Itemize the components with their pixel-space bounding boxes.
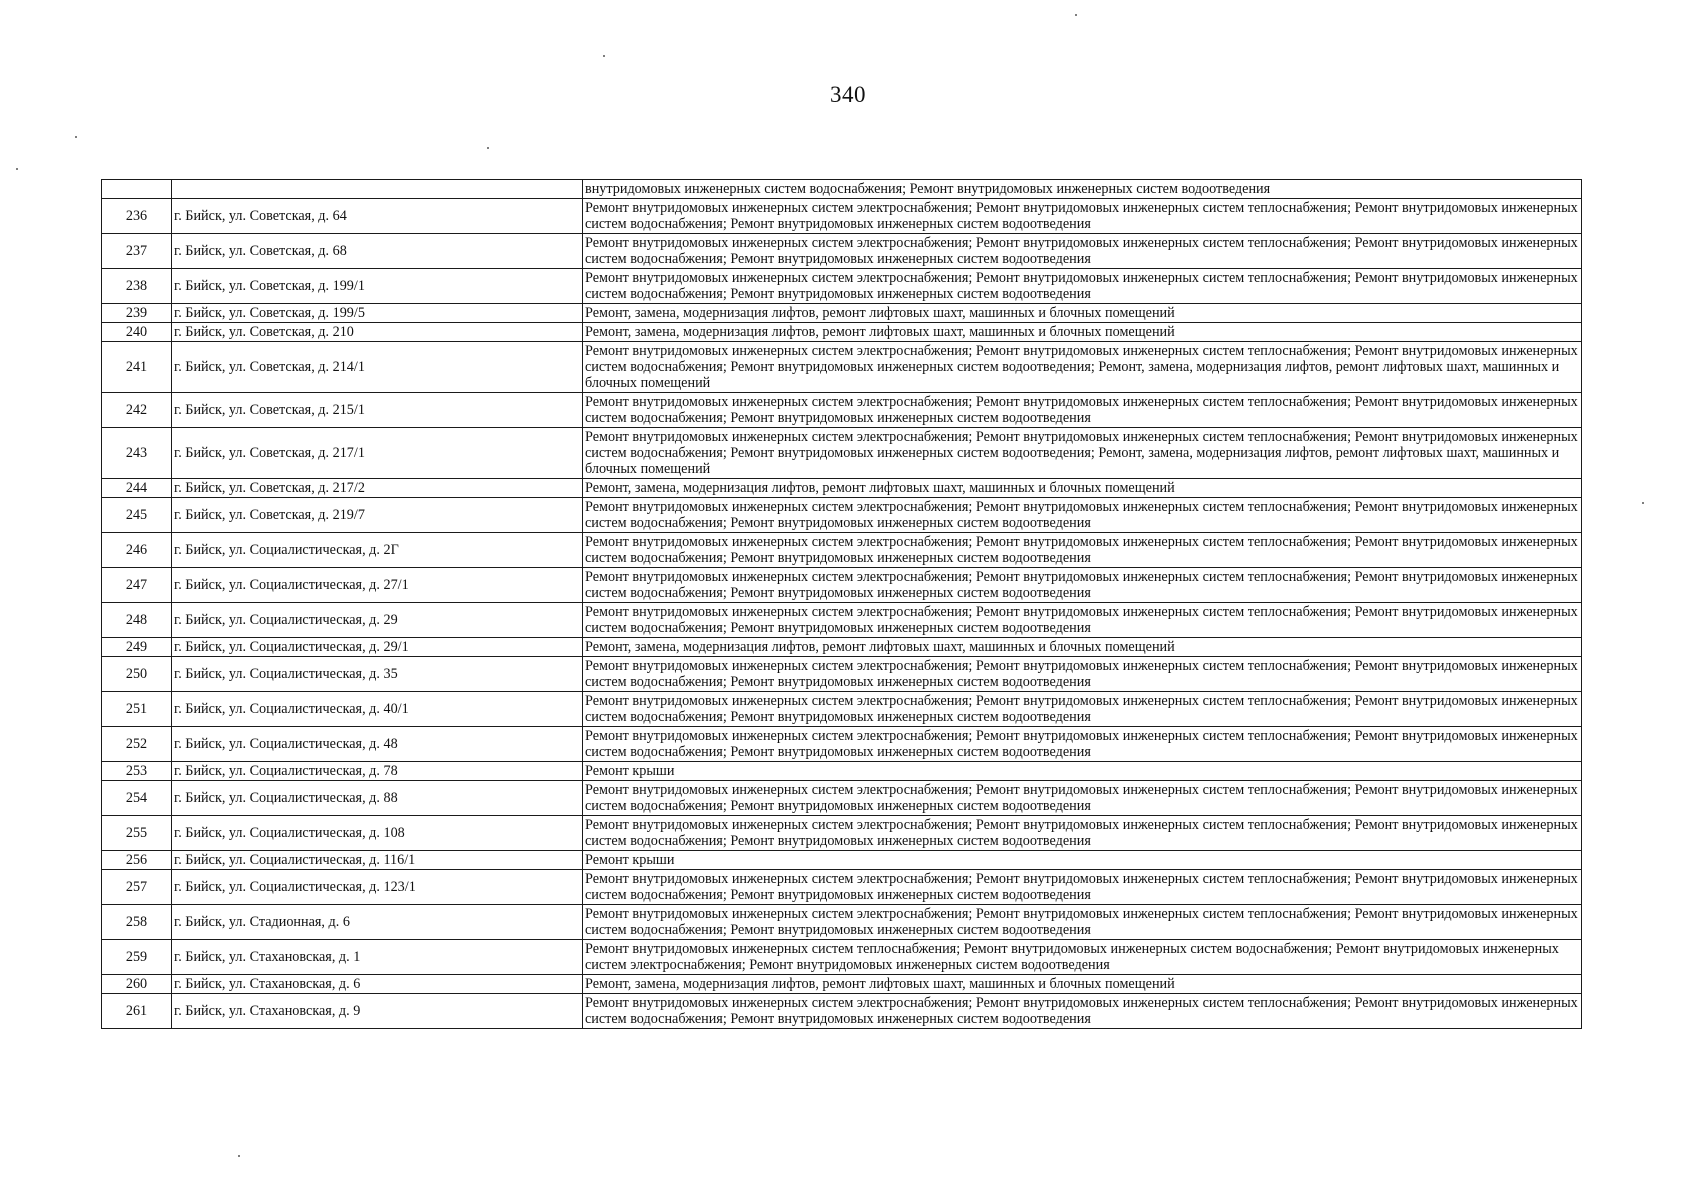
row-number: 261	[102, 994, 172, 1029]
row-works: Ремонт внутридомовых инженерных систем электроснабжения; Ремонт внутридомовых инженерных систем теплоснабжения; Ремонт внутридомовых инженерных систем водоснабжения; Ремонт внутридомовых инженерных систем водоотведения	[583, 870, 1582, 905]
row-address: г. Бийск, ул. Советская, д. 219/7	[172, 498, 583, 533]
table-row	[102, 851, 1582, 870]
row-works: Ремонт, замена, модернизация лифтов, ремонт лифтовых шахт, машинных и блочных помещений	[583, 304, 1582, 323]
row-address: г. Бийск, ул. Советская, д. 199/5	[172, 304, 583, 323]
row-address: г. Бийск, ул. Социалистическая, д. 78	[172, 762, 583, 781]
table-row	[102, 905, 1582, 940]
table-row	[102, 479, 1582, 498]
row-address: г. Бийск, ул. Советская, д. 217/1	[172, 428, 583, 479]
row-address: г. Бийск, ул. Социалистическая, д. 2Г	[172, 533, 583, 568]
row-address: г. Бийск, ул. Социалистическая, д. 88	[172, 781, 583, 816]
row-number: 239	[102, 304, 172, 323]
row-works: Ремонт крыши	[583, 851, 1582, 870]
row-address: г. Бийск, ул. Советская, д. 217/2	[172, 479, 583, 498]
page-number: 340	[830, 82, 866, 107]
row-number: 249	[102, 638, 172, 657]
table-row	[102, 234, 1582, 269]
row-address: г. Бийск, ул. Советская, д. 68	[172, 234, 583, 269]
table-row	[102, 180, 1582, 199]
table-row	[102, 816, 1582, 851]
row-address: г. Бийск, ул. Советская, д. 215/1	[172, 393, 583, 428]
scan-speck	[16, 168, 18, 170]
row-works: Ремонт внутридомовых инженерных систем электроснабжения; Ремонт внутридомовых инженерных систем теплоснабжения; Ремонт внутридомовых инженерных систем водоснабжения; Ремонт внутридомовых инженерных систем водоотведения	[583, 603, 1582, 638]
row-number: 244	[102, 479, 172, 498]
row-number: 251	[102, 692, 172, 727]
row-address: г. Бийск, ул. Социалистическая, д. 27/1	[172, 568, 583, 603]
row-number: 236	[102, 199, 172, 234]
row-works: Ремонт внутридомовых инженерных систем электроснабжения; Ремонт внутридомовых инженерных систем теплоснабжения; Ремонт внутридомовых инженерных систем водоснабжения; Ремонт внутридомовых инженерных систем водоотведения	[583, 657, 1582, 692]
row-number: 241	[102, 342, 172, 393]
table-row	[102, 727, 1582, 762]
row-number: 245	[102, 498, 172, 533]
row-address: г. Бийск, ул. Советская, д. 210	[172, 323, 583, 342]
table-row	[102, 762, 1582, 781]
repair-works-table	[101, 179, 1582, 1029]
row-works: Ремонт внутридомовых инженерных систем электроснабжения; Ремонт внутридомовых инженерных систем теплоснабжения; Ремонт внутридомовых инженерных систем водоснабжения; Ремонт внутридомовых инженерных систем водоотведения	[583, 269, 1582, 304]
row-number: 258	[102, 905, 172, 940]
row-address: г. Бийск, ул. Советская, д. 199/1	[172, 269, 583, 304]
row-works: Ремонт крыши	[583, 762, 1582, 781]
row-address: г. Бийск, ул. Социалистическая, д. 116/1	[172, 851, 583, 870]
row-works: Ремонт внутридомовых инженерных систем электроснабжения; Ремонт внутридомовых инженерных систем теплоснабжения; Ремонт внутридомовых инженерных систем водоснабжения; Ремонт внутридомовых инженерных систем водоотведения	[583, 727, 1582, 762]
table-row	[102, 657, 1582, 692]
row-works: Ремонт внутридомовых инженерных систем электроснабжения; Ремонт внутридомовых инженерных систем теплоснабжения; Ремонт внутридомовых инженерных систем водоснабжения; Ремонт внутридомовых инженерных систем водоотведения	[583, 816, 1582, 851]
row-number: 242	[102, 393, 172, 428]
table-row	[102, 603, 1582, 638]
row-address: г. Бийск, ул. Стахановская, д. 9	[172, 994, 583, 1029]
table-row	[102, 323, 1582, 342]
table-row	[102, 940, 1582, 975]
row-number: 257	[102, 870, 172, 905]
table-row	[102, 393, 1582, 428]
row-address: г. Бийск, ул. Социалистическая, д. 40/1	[172, 692, 583, 727]
row-works: внутридомовых инженерных систем водоснабжения; Ремонт внутридомовых инженерных систем водоотведения	[583, 180, 1582, 199]
row-number: 253	[102, 762, 172, 781]
row-address: г. Бийск, ул. Социалистическая, д. 29	[172, 603, 583, 638]
row-address: г. Бийск, ул. Социалистическая, д. 108	[172, 816, 583, 851]
row-address: г. Бийск, ул. Стахановская, д. 1	[172, 940, 583, 975]
table-row	[102, 342, 1582, 393]
row-works: Ремонт внутридомовых инженерных систем электроснабжения; Ремонт внутридомовых инженерных систем теплоснабжения; Ремонт внутридомовых инженерных систем водоснабжения; Ремонт внутридомовых инженерных систем водоотведения	[583, 393, 1582, 428]
row-number: 246	[102, 533, 172, 568]
table-row	[102, 498, 1582, 533]
row-works: Ремонт внутридомовых инженерных систем теплоснабжения; Ремонт внутридомовых инженерных систем водоснабжения; Ремонт внутридомовых инженерных систем электроснабжения; Ремонт внутридомовых инженерных систем водоотведения	[583, 940, 1582, 975]
row-address: г. Бийск, ул. Стахановская, д. 6	[172, 975, 583, 994]
table-row	[102, 533, 1582, 568]
row-works: Ремонт внутридомовых инженерных систем электроснабжения; Ремонт внутридомовых инженерных систем теплоснабжения; Ремонт внутридомовых инженерных систем водоснабжения; Ремонт внутридомовых инженерных систем водоотведения; Ремонт, замена, модернизация лифтов, ремонт лифтовых шахт, машинных и блочных помещений	[583, 342, 1582, 393]
row-works: Ремонт внутридомовых инженерных систем электроснабжения; Ремонт внутридомовых инженерных систем теплоснабжения; Ремонт внутридомовых инженерных систем водоснабжения; Ремонт внутридомовых инженерных систем водоотведения	[583, 199, 1582, 234]
table-row	[102, 428, 1582, 479]
row-works: Ремонт внутридомовых инженерных систем электроснабжения; Ремонт внутридомовых инженерных систем теплоснабжения; Ремонт внутридомовых инженерных систем водоснабжения; Ремонт внутридомовых инженерных систем водоотведения	[583, 568, 1582, 603]
row-address	[172, 180, 583, 199]
row-number: 247	[102, 568, 172, 603]
row-address: г. Бийск, ул. Социалистическая, д. 29/1	[172, 638, 583, 657]
row-works: Ремонт внутридомовых инженерных систем электроснабжения; Ремонт внутридомовых инженерных систем теплоснабжения; Ремонт внутридомовых инженерных систем водоснабжения; Ремонт внутридомовых инженерных систем водоотведения	[583, 692, 1582, 727]
scan-speck	[487, 147, 489, 149]
row-address: г. Бийск, ул. Социалистическая, д. 35	[172, 657, 583, 692]
table-row	[102, 269, 1582, 304]
table-body	[102, 180, 1582, 1029]
row-works: Ремонт внутридомовых инженерных систем электроснабжения; Ремонт внутридомовых инженерных систем теплоснабжения; Ремонт внутридомовых инженерных систем водоснабжения; Ремонт внутридомовых инженерных систем водоотведения	[583, 498, 1582, 533]
row-works: Ремонт, замена, модернизация лифтов, ремонт лифтовых шахт, машинных и блочных помещений	[583, 323, 1582, 342]
row-number: 259	[102, 940, 172, 975]
scan-speck	[238, 1155, 240, 1157]
table-row	[102, 781, 1582, 816]
row-address: г. Бийск, ул. Стадионная, д. 6	[172, 905, 583, 940]
table-row	[102, 199, 1582, 234]
table-row	[102, 994, 1582, 1029]
row-number: 254	[102, 781, 172, 816]
table-row	[102, 692, 1582, 727]
table-row	[102, 568, 1582, 603]
scan-speck	[1642, 502, 1644, 504]
row-works: Ремонт, замена, модернизация лифтов, ремонт лифтовых шахт, машинных и блочных помещений	[583, 975, 1582, 994]
scan-speck	[1075, 14, 1077, 16]
row-number: 256	[102, 851, 172, 870]
row-address: г. Бийск, ул. Социалистическая, д. 123/1	[172, 870, 583, 905]
row-number: 237	[102, 234, 172, 269]
row-address: г. Бийск, ул. Советская, д. 214/1	[172, 342, 583, 393]
row-number: 255	[102, 816, 172, 851]
table-row	[102, 975, 1582, 994]
row-number: 252	[102, 727, 172, 762]
table-row	[102, 638, 1582, 657]
row-works: Ремонт внутридомовых инженерных систем электроснабжения; Ремонт внутридомовых инженерных систем теплоснабжения; Ремонт внутридомовых инженерных систем водоснабжения; Ремонт внутридомовых инженерных систем водоотведения	[583, 533, 1582, 568]
row-number: 238	[102, 269, 172, 304]
table-row	[102, 304, 1582, 323]
row-number	[102, 180, 172, 199]
row-works: Ремонт, замена, модернизация лифтов, ремонт лифтовых шахт, машинных и блочных помещений	[583, 479, 1582, 498]
row-number: 248	[102, 603, 172, 638]
row-number: 240	[102, 323, 172, 342]
row-number: 250	[102, 657, 172, 692]
row-works: Ремонт внутридомовых инженерных систем электроснабжения; Ремонт внутридомовых инженерных систем теплоснабжения; Ремонт внутридомовых инженерных систем водоснабжения; Ремонт внутридомовых инженерных систем водоотведения	[583, 994, 1582, 1029]
row-works: Ремонт, замена, модернизация лифтов, ремонт лифтовых шахт, машинных и блочных помещений	[583, 638, 1582, 657]
row-number: 243	[102, 428, 172, 479]
row-works: Ремонт внутридомовых инженерных систем электроснабжения; Ремонт внутридомовых инженерных систем теплоснабжения; Ремонт внутридомовых инженерных систем водоснабжения; Ремонт внутридомовых инженерных систем водоотведения; Ремонт, замена, модернизация лифтов, ремонт лифтовых шахт, машинных и блочных помещений	[583, 428, 1582, 479]
row-works: Ремонт внутридомовых инженерных систем электроснабжения; Ремонт внутридомовых инженерных систем теплоснабжения; Ремонт внутридомовых инженерных систем водоснабжения; Ремонт внутридомовых инженерных систем водоотведения	[583, 905, 1582, 940]
row-address: г. Бийск, ул. Советская, д. 64	[172, 199, 583, 234]
table-row	[102, 870, 1582, 905]
row-number: 260	[102, 975, 172, 994]
scan-speck	[75, 136, 77, 138]
row-works: Ремонт внутридомовых инженерных систем электроснабжения; Ремонт внутридомовых инженерных систем теплоснабжения; Ремонт внутридомовых инженерных систем водоснабжения; Ремонт внутридомовых инженерных систем водоотведения	[583, 781, 1582, 816]
row-address: г. Бийск, ул. Социалистическая, д. 48	[172, 727, 583, 762]
row-works: Ремонт внутридомовых инженерных систем электроснабжения; Ремонт внутридомовых инженерных систем теплоснабжения; Ремонт внутридомовых инженерных систем водоснабжения; Ремонт внутридомовых инженерных систем водоотведения	[583, 234, 1582, 269]
scan-speck	[603, 55, 605, 57]
